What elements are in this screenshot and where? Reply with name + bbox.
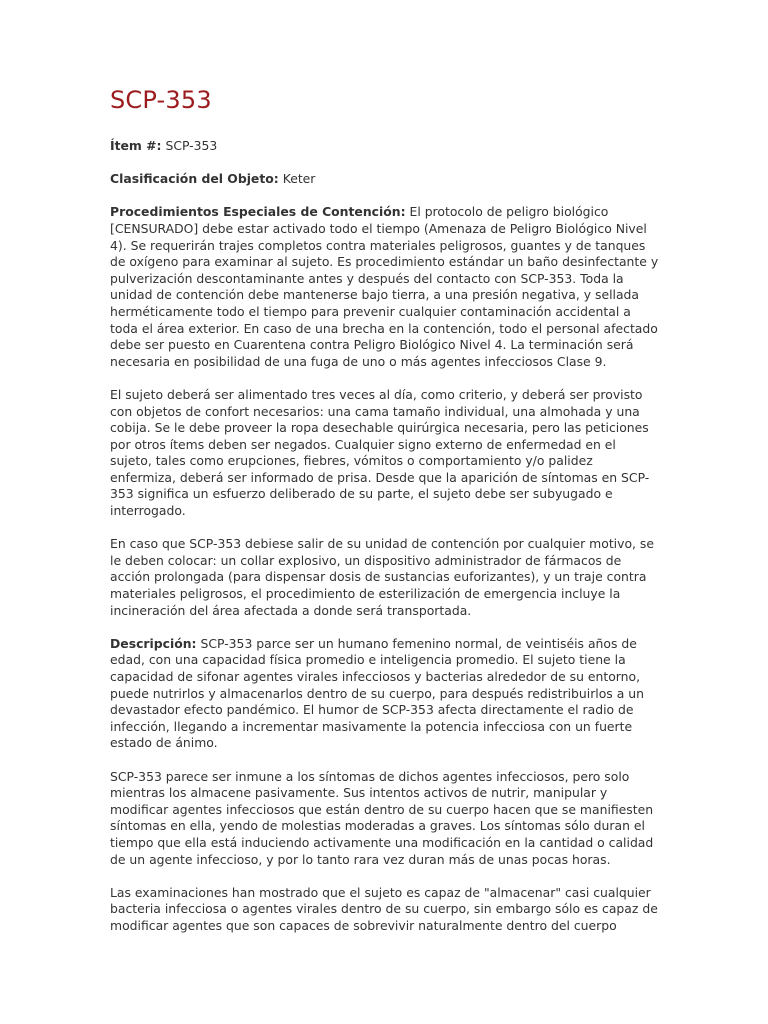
document-page	[110, 84, 660, 951]
containment-paragraph-2: El sujeto deberá ser alimentado tres veces al día, como criterio, y deberá ser provisto con objetos de confort necesarios: una cama tamaño individual, una almohada y una cobija. Se le debe proveer la ropa desechable quirúrgica necesaria, pero las peticiones por otros ítems deben ser negados. Cualquier signo externo de enfermedad en el sujeto, tales como erupciones, fiebres, vómitos o comportamiento y/o palidez enfermiza, deberá ser informado de prisa. Desde que la aparición de síntomas en SCP-353 significa un esfuerzo deliberado de su parte, el sujeto debe ser subyugado e interrogado.	[110, 386, 650, 519]
object-class-label: Clasificación del Objeto:	[110, 171, 279, 187]
description-text-1: SCP-353 parce ser un humano femenino normal, de veintiséis años de edad, con una capacidad física promedio e inteligencia promedio. El sujeto tiene la capacidad de sifonar agentes virales infecciosos y bacterias alrededor de su entorno, puede nutrirlos y almacenarlos dentro de su cuerpo, para después redistribuirlos a un devastador efecto pandémico. El humor de SCP-353 afecta directamente el radio de infección, llegando a incrementar masivamente la potencia infecciosa con un fuerte estado de ánimo.	[110, 635, 644, 751]
item-number-label: Ítem #:	[110, 138, 162, 153]
containment-label: Procedimientos Especiales de Contención:	[110, 204, 406, 220]
containment-paragraph-3: En caso que SCP-353 debiese salir de su unidad de contención por cualquier motivo, se le deben colocar: un collar explosivo, un dispositivo administrador de fármacos de acción prolongada (para dispensar dosis de sustancias euforizantes), y un traje contra materiales peligrosos, el procedimiento de esterilización de emergencia incluye la incineración del área afectada a donde será transportada.	[110, 536, 654, 618]
description-label: Descripción:	[110, 635, 197, 651]
containment-paragraph-1	[110, 204, 660, 370]
containment-text-1: El protocolo de peligro biológico [CENSURADO] debe estar activado todo el tiempo (Amenaza de Peligro Biológico Nivel 4). Se requerirán trajes completos contra materiales peligrosos, guantes y de tanques de oxígeno para examinar al sujeto. Es procedimiento estándar un baño desinfectante y pulverización descontaminante antes y después del contacto con SCP-353. Toda la unidad de contención debe mantenerse bajo tierra, a una presión negativa, y sellada herméticamente todo el tiempo para prevenir cualquier contaminación accidental a toda el área exterior. En caso de una brecha en la contención, todo el personal afectado debe ser puesto en Cuarentena contra Peligro Biológico Nivel 4. La terminación será necesaria en posibilidad de una fuga de uno o más agentes infecciosos Clase 9.	[110, 204, 659, 369]
description-paragraph-2: SCP-353 parece ser inmune a los síntomas de dichos agentes infecciosos, pero solo mientras los almacene pasivamente. Sus intentos activos de nutrir, manipular y modificar agentes infecciosos que están dentro de su cuerpo hacen que se manifiesten síntomas en ella, yendo de molestias moderadas a graves. Los síntomas sólo duran el tiempo que ella está induciendo activamente una modificación en la cantidad o calidad de un agente infeccioso, y por lo tanto rara vez duran más de unas pocas horas.	[110, 768, 654, 867]
item-number-line	[110, 138, 660, 155]
page-title: SCP-353	[110, 86, 212, 114]
item-number-value: SCP-353	[165, 138, 218, 153]
description-paragraph-3: Las examinaciones han mostrado que el sujeto es capaz de "almacenar" casi cualquier bacteria infecciosa o agentes virales dentro de su cuerpo, sin embargo sólo es capaz de modificar agentes que son capaces de sobrevivir naturalmente dentro del cuerpo	[110, 884, 658, 933]
object-class-value: Keter	[282, 171, 316, 187]
description-paragraph-1	[110, 636, 660, 752]
object-class-line	[110, 171, 660, 188]
